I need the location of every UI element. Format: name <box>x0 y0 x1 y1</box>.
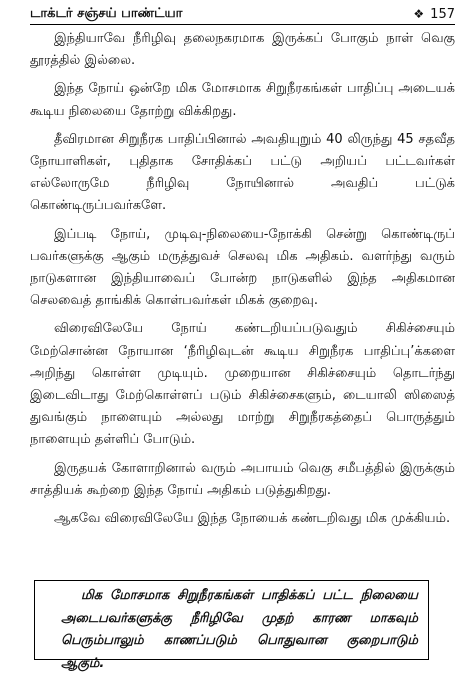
paragraph: ஆகவே விரைவிலேயே இந்த நோயைக் கண்டறிவது மிக முக்கியம். <box>54 511 451 527</box>
page-number-box <box>413 4 455 25</box>
ornament-icon: ❖ <box>413 7 425 21</box>
paragraph: இந்தியாவே நீரிழிவு தலைநகரமாக இருக்கப் போகும் நாள் வெகு தூரத்தில் இல்லை. <box>30 31 455 69</box>
page-number: 157 <box>430 7 455 22</box>
highlight-box: மிக மோசமாக சிறுநீரகங்கள் பாதிக்கப் பட்ட நிலையை அடைபவர்களுக்கு நீரிழிவே முதற் காரண மாகவும் பெரும்பாலும் காணப்படும் பொதுவான குறைபாடும் ஆகும். <box>34 580 429 660</box>
header-rule <box>30 24 455 25</box>
paragraph: தீவிரமான சிறுநீரக பாதிப்பினால் அவதியுறும் 40 லிருந்து 45 சதவீத நோயாளிகள், புதிதாக சோதிக்கப் பட்டு அறியப் பட்டவர்கள் எல்லோருமே நீரிழிவு நோயினால் அவதிப் பட்டுக் கொண்டிருப்பவர்களே. <box>30 131 455 214</box>
paragraph: இந்த நோய் ஒன்றே மிக மோசமாக சிறுநீரகங்கள் பாதிப்பு அடையக் கூடிய நிலையை தோற்று விக்கிறது. <box>30 81 455 119</box>
body-text <box>30 28 455 536</box>
paragraph: இருதயக் கோளாறினால் வரும் அபாயம் வெகு சமீபத்தில் இருக்கும் சாத்தியக் கூற்றை இந்த நோய் அதிகம் படுத்துகிறது. <box>30 460 455 498</box>
author-name: டாக்டர் சஞ்சய் பாண்ட்யா <box>30 6 183 21</box>
running-header <box>30 4 455 24</box>
paragraph: விரைவிலேயே நோய் கண்டறியப்படுவதும் சிகிச்சையும் மேற்சொன்ன நோயான ‘நீரிழிவுடன் கூடிய சிறுநீரக பாதிப்பு’க்களை அறிந்து கொள்ள முடியும். முறையான சிகிச்சையும் தொடர்ந்து இடைவிடாது மேற்கொள்ளப் படும் சிகிச்சைகளும், டையாலி ஸிஸைத் துவங்கும் நாளையும் அல்லது மாற்று சிறுநீரகத்தைப் பொருத்தும் நாளையும் தள்ளிப் போடும். <box>30 321 455 448</box>
paragraph: இப்படி நோய், முடிவு-நிலையை-நோக்கி சென்று கொண்டிருப் பவர்களுக்கு ஆகும் மருத்துவச் செலவு மிக அதிகம். வளர்ந்து வரும் நாடுகளான இந்தியாவைப் போன்ற நாடுகளில் இந்த அதிகமான செலவைத் தாங்கிக் கொள்பவர்கள் மிகக் குறைவு. <box>30 226 455 309</box>
